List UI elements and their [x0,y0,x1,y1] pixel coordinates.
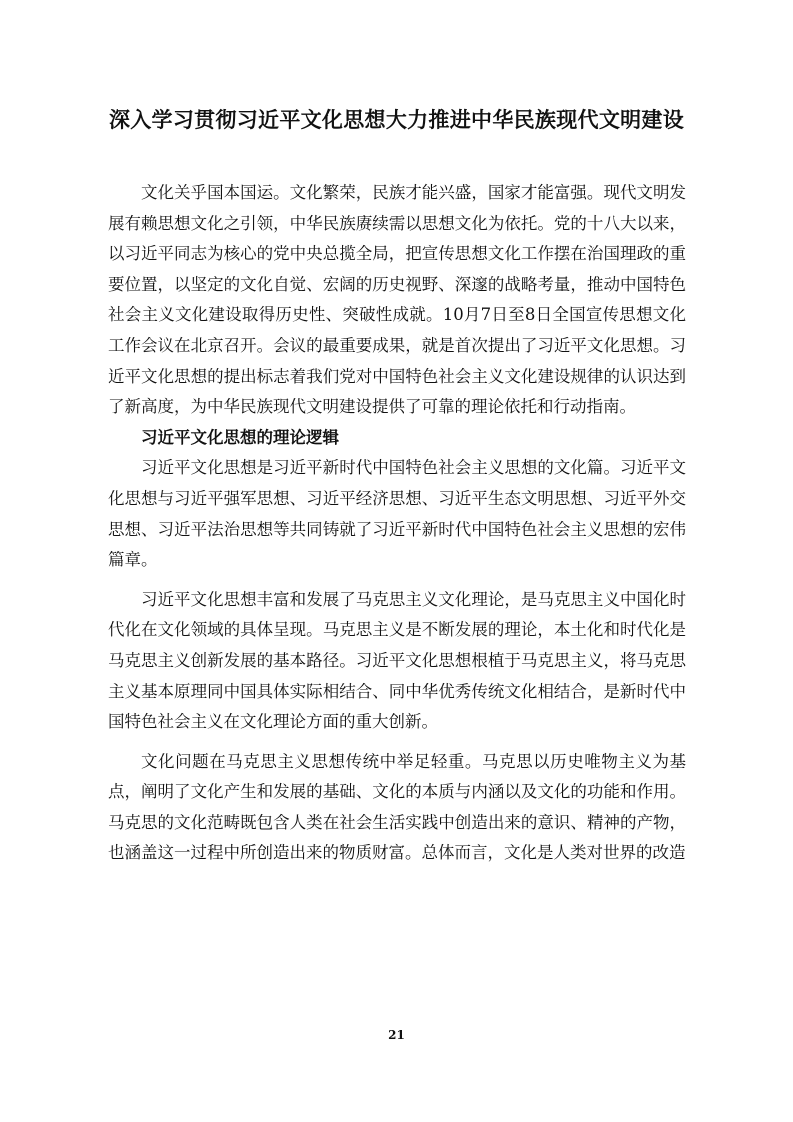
page-title: 深入学习贯彻习近平文化思想大力推进中华民族现代文明建设 [108,107,685,132]
paragraph-theory-2: 习近平文化思想丰富和发展了马克思主义文化理论，是马克思主义中国化时代化在文化领域的具体呈现。马克思主义是不断发展的理论，本土化和时代化是马克思主义创新发展的基本路径。习近平文化思想根植于马克思主义，将马克思主义基本原理同中国具体实际相结合、同中华优秀传统文化相结合，是新时代中国特色社会主义在文化理论方面的重大创新。 [108,589,686,732]
page-number: 21 [388,1028,405,1042]
paragraph-theory-3: 文化问题在马克思主义思想传统中举足轻重。马克思以历史唯物主义为基点，阐明了文化产生和发展的基础、文化的本质与内涵以及文化的功能和作用。马克思的文化范畴既包含人类在社会生活实践中创造出来的意识、精神的产物，也涵盖这一过程中所创造出来的物质财富。总体而言，文化是人类对世界的改造 [108,751,686,863]
article-body [108,178,686,869]
paragraph-intro: 文化关乎国本国运。文化繁荣，民族才能兴盛，国家才能富强。现代文明发展有赖思想文化之引领，中华民族赓续需以思想文化为依托。党的十八大以来，以习近平同志为核心的党中央总揽全局，把宣传思想文化工作摆在治国理政的重要位置，以坚定的文化自觉、宏阔的历史视野、深邃的战略考量，推动中国特色社会主义文化建设取得历史性、突破性成就。10月7日至8日全国宣传思想文化工作会议在北京召开。会议的最重要成果，就是首次提出了习近平文化思想。习近平文化思想的提出标志着我们党对中国特色社会主义文化建设规律的认识达到了新高度，为中华民族现代文明建设提供了可靠的理论依托和行动指南。 [108,183,686,417]
section-heading: 习近平文化思想的理论逻辑 [141,427,339,447]
paragraph-theory-1: 习近平文化思想是习近平新时代中国特色社会主义思想的文化篇。习近平文化思想与习近平强军思想、习近平经济思想、习近平生态文明思想、习近平外交思想、习近平法治思想等共同铸就了习近平新时代中国特色社会主义思想的宏伟篇章。 [108,458,686,570]
